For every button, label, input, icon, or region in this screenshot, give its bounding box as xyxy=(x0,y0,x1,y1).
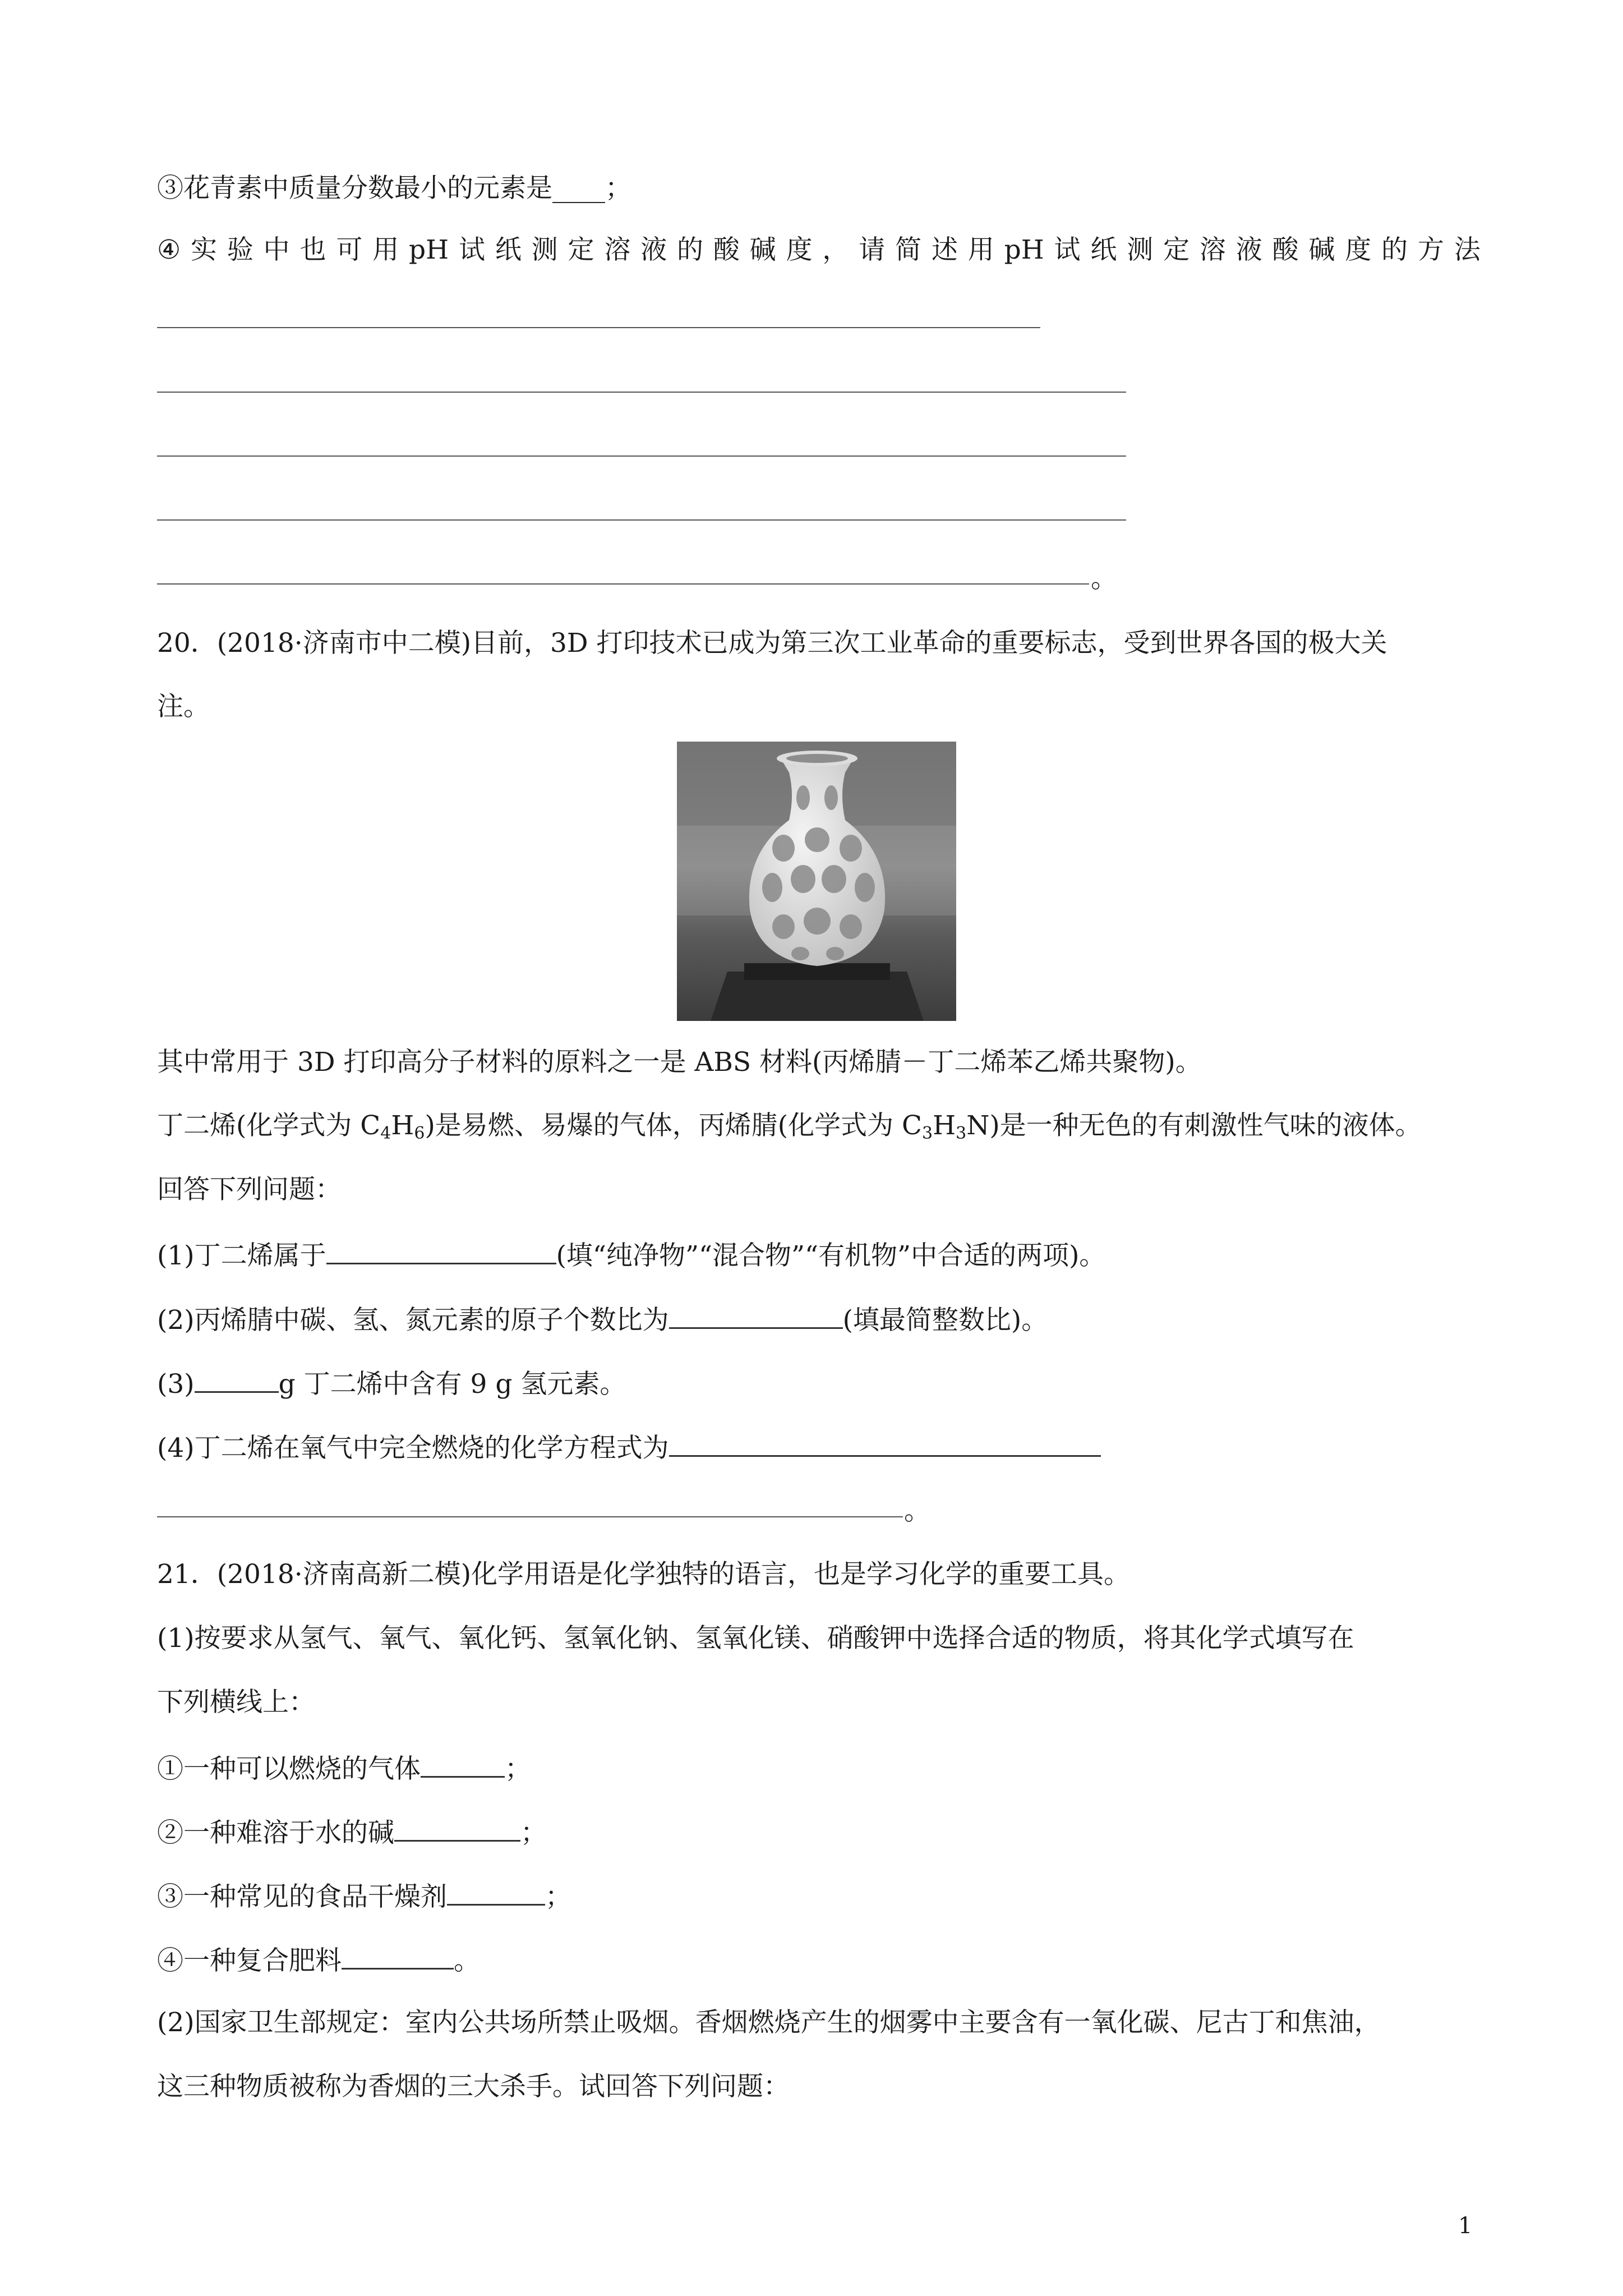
q19-item4-char: 酸 xyxy=(1272,234,1299,265)
period: 。 xyxy=(904,1496,930,1526)
q20-part1: (1)丁二烯属于 (填“纯净物”“混合物”“有机物”中合适的两项)。 xyxy=(157,1240,1106,1271)
q21-item3: ③一种常见的食品干燥剂 ； xyxy=(157,1881,571,1912)
q21-sub1-cont: 下列横线上： xyxy=(157,1687,315,1718)
q21-sub2: (2)国家卫生部规定：室内公共场所禁止吸烟。香烟燃烧产生的烟雾中主要含有一氧化碳、尼古丁和焦油， xyxy=(157,2007,1381,2038)
q20-prompt: 回答下列问题： xyxy=(157,1174,342,1205)
q19-item4-char: 纸 xyxy=(1090,234,1117,265)
answer-blank[interactable] xyxy=(326,1240,556,1264)
q19-item4-char: 试 xyxy=(1054,234,1081,265)
q19-item4-char: 液 xyxy=(640,234,667,265)
q19-item4-char: 定 xyxy=(1163,234,1190,265)
answer-line xyxy=(157,392,1126,393)
answer-blank[interactable] xyxy=(669,1433,1101,1457)
q20-part4: (4)丁二烯在氧气中完全燃烧的化学方程式为 xyxy=(157,1433,1101,1461)
q19-item4-char: 溶 xyxy=(604,234,631,265)
q19-item3: ③花青素中质量分数最小的元素是____； xyxy=(157,173,631,204)
q19-item4-char: 验 xyxy=(227,234,253,265)
vase-photo xyxy=(677,742,956,1021)
q20-intro: 其中常用于 3D 打印高分子材料的原料之一是 ABS 材料(丙烯腈－丁二烯苯乙烯共聚物)。 xyxy=(157,1047,1202,1078)
q19-item4-char: 用 xyxy=(967,234,994,265)
answer-blank[interactable] xyxy=(669,1305,843,1329)
q19-item4-char: ④ xyxy=(157,234,181,265)
q19-item4-char: 试 xyxy=(458,234,485,265)
q19-item4-char: 的 xyxy=(677,234,704,265)
q19-item4-char: 定 xyxy=(568,234,594,265)
q20-stem: 20．(2018·济南市中二模)目前，3D 打印技术已成为第三次工业革命的重要标志，受到世界各国的极大关 xyxy=(157,628,1387,659)
q20-part2: (2)丙烯腈中碳、氢、氮元素的原子个数比为 (填最简整数比)。 xyxy=(157,1305,1048,1336)
q19-item4-char: 中 xyxy=(263,234,290,265)
q19-item4-char: 也 xyxy=(299,234,326,265)
answer-blank[interactable] xyxy=(447,1881,545,1906)
q21-item1: ①一种可以燃烧的气体 ； xyxy=(157,1754,531,1784)
q19-item4-char: 度 xyxy=(1345,234,1372,265)
answer-line xyxy=(157,327,1040,328)
q19-item4-char: 可 xyxy=(336,234,363,265)
q19-item4-char: 度 xyxy=(786,234,813,265)
answer-blank[interactable] xyxy=(342,1945,454,1970)
q19-item4-char: 述 xyxy=(931,234,958,265)
q20-info: 丁二烯(化学式为 $C_4H_6$)是易燃、易爆的气体，丙烯腈(化学式为 $C_3H_3N$)是一种无色的有刺激性气味的液体。 xyxy=(157,1110,1422,1143)
q19-item4-char: 液 xyxy=(1235,234,1262,265)
q19-item4-char: 法 xyxy=(1454,234,1481,265)
q19-item4-char: 测 xyxy=(1127,234,1154,265)
q19-item4-char: 实 xyxy=(190,234,217,265)
q19-item4-char: 请 xyxy=(859,234,886,265)
q19-item4-char: ， xyxy=(822,234,849,265)
q19-item4-char: 方 xyxy=(1417,234,1444,265)
page-number: 1 xyxy=(1458,2213,1473,2239)
answer-blank[interactable] xyxy=(394,1818,520,1842)
q19-item4-char: pH xyxy=(409,234,449,265)
q19-item4-char: 测 xyxy=(531,234,558,265)
q19-item4-char: 碱 xyxy=(1308,234,1335,265)
q20-part3: (3) g 丁二烯中含有 9 g 氢元素。 xyxy=(157,1369,626,1400)
q19-item4-char: 酸 xyxy=(713,234,740,265)
answer-line xyxy=(157,455,1126,457)
answer-line xyxy=(157,1516,903,1517)
q21-sub1: (1)按要求从氢气、氧气、氧化钙、氢氧化钠、氢氧化镁、硝酸钾中选择合适的物质，将其化学式填写在 xyxy=(157,1623,1354,1654)
q19-item4-char: 溶 xyxy=(1199,234,1226,265)
q19-item4-char: 碱 xyxy=(749,234,776,265)
q20-stem-cont: 注。 xyxy=(157,691,210,722)
answer-blank[interactable] xyxy=(421,1754,505,1778)
q21-sub2-cont: 这三种物质被称为香烟的三大杀手。试回答下列问题： xyxy=(157,2071,790,2102)
q19-item4-char: 用 xyxy=(372,234,399,265)
q21-item2: ②一种难溶于水的碱 ； xyxy=(157,1818,547,1848)
q19-item4-char: pH xyxy=(1004,234,1044,265)
answer-line xyxy=(157,583,1089,585)
q19-item4 xyxy=(157,234,1481,265)
q19-item4-char: 的 xyxy=(1381,234,1408,265)
answer-line xyxy=(157,519,1126,521)
q21-item4: ④一种复合肥料 。 xyxy=(157,1945,480,1976)
period: 。 xyxy=(1091,563,1117,594)
q19-item4-char: 简 xyxy=(895,234,922,265)
q19-item4-char: 纸 xyxy=(495,234,522,265)
q21-stem: 21．(2018·济南高新二模)化学用语是化学独特的语言，也是学习化学的重要工具。 xyxy=(157,1559,1131,1590)
answer-blank[interactable] xyxy=(195,1369,279,1393)
